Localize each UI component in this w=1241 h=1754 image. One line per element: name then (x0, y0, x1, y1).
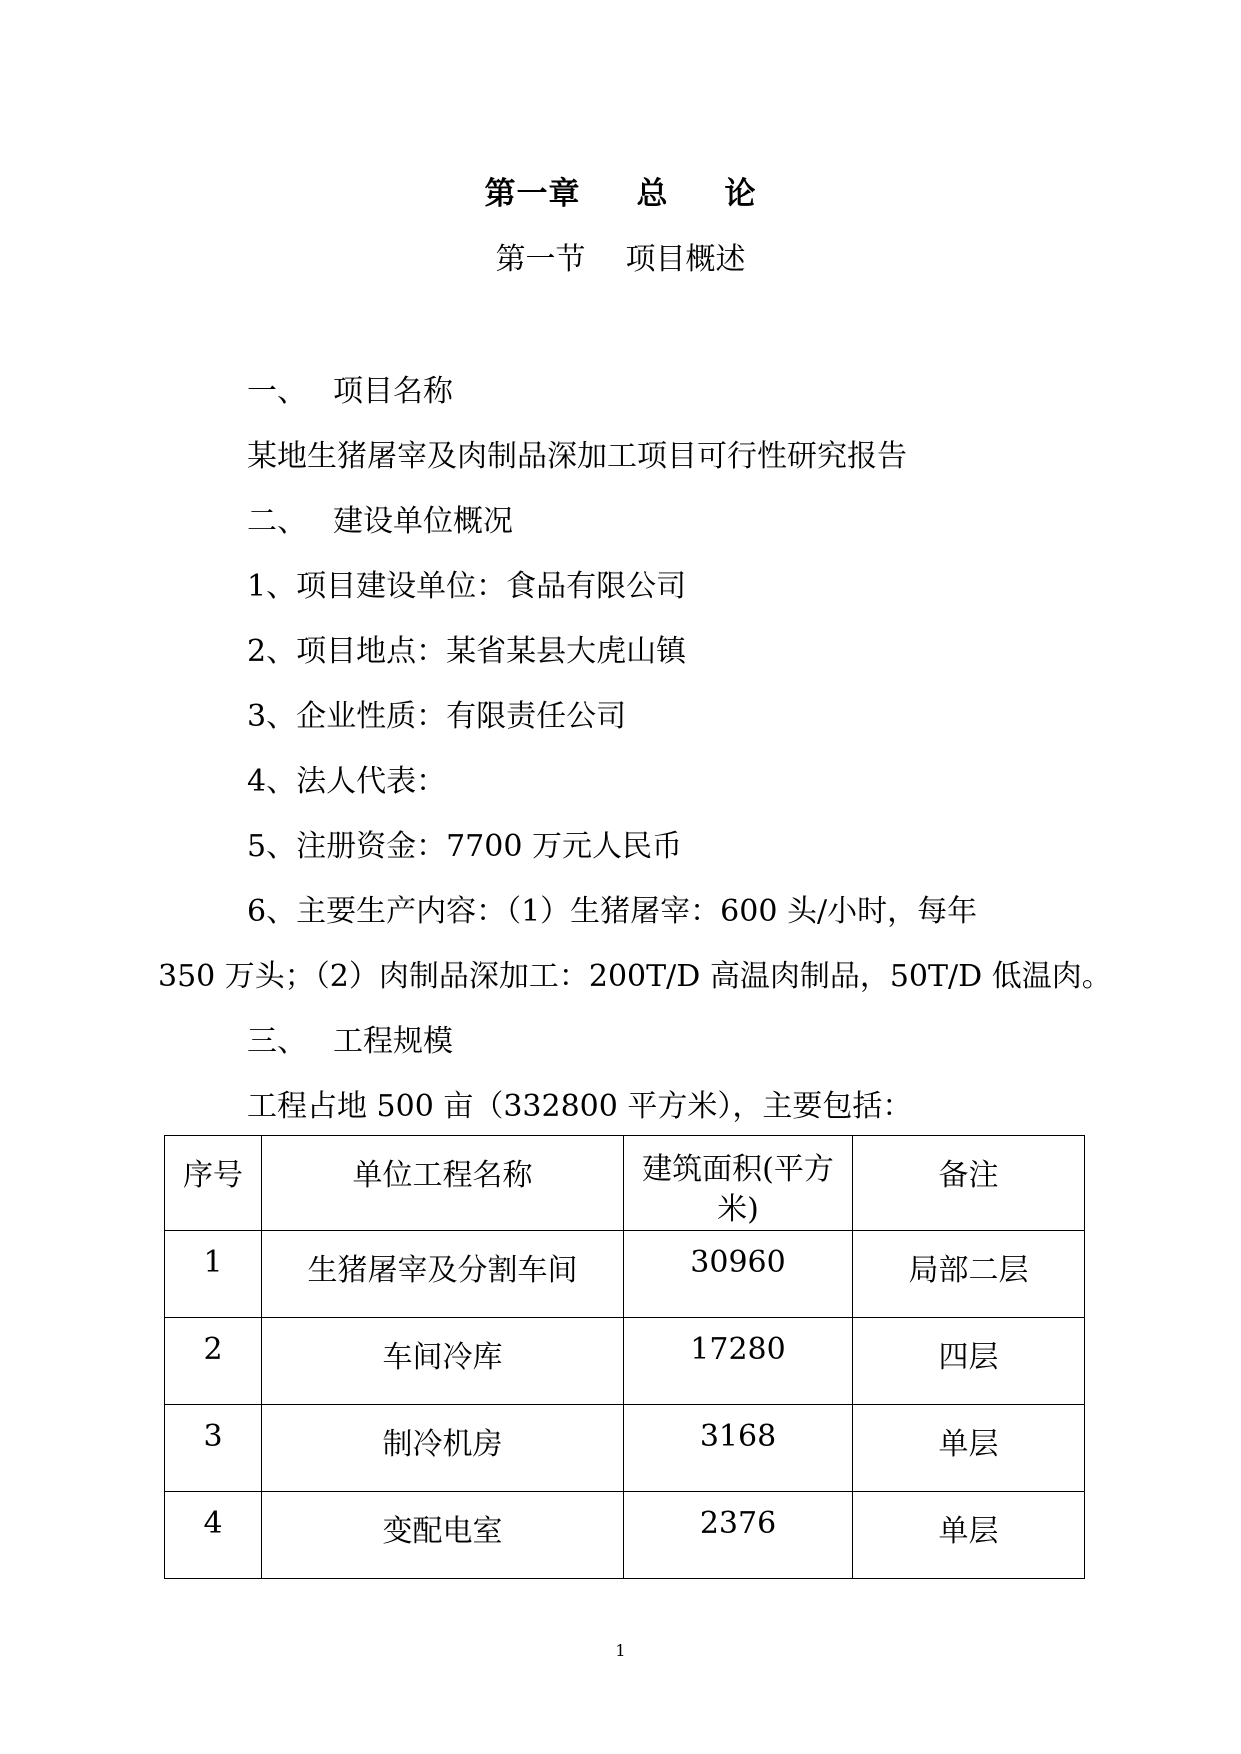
cell-index: 3 (165, 1405, 262, 1492)
chapter-title-part-1: 总 (636, 176, 669, 212)
table-row (165, 1492, 1085, 1579)
heading-number: 三、 (247, 1024, 307, 1059)
heading-number: 一、 (247, 374, 307, 409)
chapter-title (0, 168, 1241, 213)
item-builder-unit: 1、项目建设单位：食品有限公司 (247, 569, 687, 604)
project-units-table (164, 1135, 1085, 1579)
heading-builder-overview (247, 496, 513, 540)
header-cell-area: 建筑面积(平方米) (624, 1136, 853, 1231)
heading-text: 建设单位概况 (333, 504, 513, 539)
item-project-location: 2、项目地点：某省某县大虎山镇 (247, 634, 687, 669)
heading-number: 二、 (247, 504, 307, 539)
heading-project-name (247, 366, 453, 410)
cell-remark: 单层 (853, 1405, 1085, 1492)
cell-area: 3168 (624, 1405, 853, 1492)
cell-area: 30960 (624, 1231, 853, 1318)
heading-project-scale (247, 1016, 453, 1060)
section-heading: 项目概述 (625, 242, 746, 277)
project-name-text: 某地生猪屠宰及肉制品深加工项目可行性研究报告 (247, 439, 907, 474)
cell-remark: 单层 (853, 1492, 1085, 1579)
table-header-row (165, 1136, 1085, 1231)
item-legal-representative: 4、法人代表： (247, 764, 447, 799)
cell-name: 生猪屠宰及分割车间 (262, 1231, 624, 1318)
heading-text: 项目名称 (333, 374, 453, 409)
section-label: 第一节 (495, 242, 586, 277)
table-row (165, 1318, 1085, 1405)
table-row (165, 1231, 1085, 1318)
cell-index: 2 (165, 1318, 262, 1405)
chapter-title-part-2: 论 (724, 176, 757, 212)
item-company-type: 3、企业性质：有限责任公司 (247, 699, 627, 734)
cell-name: 变配电室 (262, 1492, 624, 1579)
table-row (165, 1405, 1085, 1492)
cell-remark: 四层 (853, 1318, 1085, 1405)
cell-name: 制冷机房 (262, 1405, 624, 1492)
scale-description: 工程占地 500 亩（332800 平方米），主要包括： (247, 1089, 913, 1124)
header-cell-remark: 备注 (853, 1136, 1085, 1231)
page-number: 1 (615, 1641, 626, 1660)
cell-area: 17280 (624, 1318, 853, 1405)
cell-name: 车间冷库 (262, 1318, 624, 1405)
cell-index: 1 (165, 1231, 262, 1318)
item-registered-capital: 5、注册资金：7700 万元人民币 (247, 829, 682, 864)
cell-index: 4 (165, 1492, 262, 1579)
header-cell-name: 单位工程名称 (262, 1136, 624, 1231)
cell-area: 2376 (624, 1492, 853, 1579)
chapter-label: 第一章 (484, 176, 581, 212)
header-cell-index: 序号 (165, 1136, 262, 1231)
section-title (0, 234, 1241, 278)
cell-remark: 局部二层 (853, 1231, 1085, 1318)
heading-text: 工程规模 (333, 1024, 453, 1059)
item-production-content-line-2: 350 万头；（2）肉制品深加工：200T/D 高温肉制品，50T/D 低温肉。 (158, 959, 1112, 994)
item-production-content-line-1: 6、主要生产内容：（1）生猪屠宰：600 头/小时，每年 (247, 894, 978, 929)
